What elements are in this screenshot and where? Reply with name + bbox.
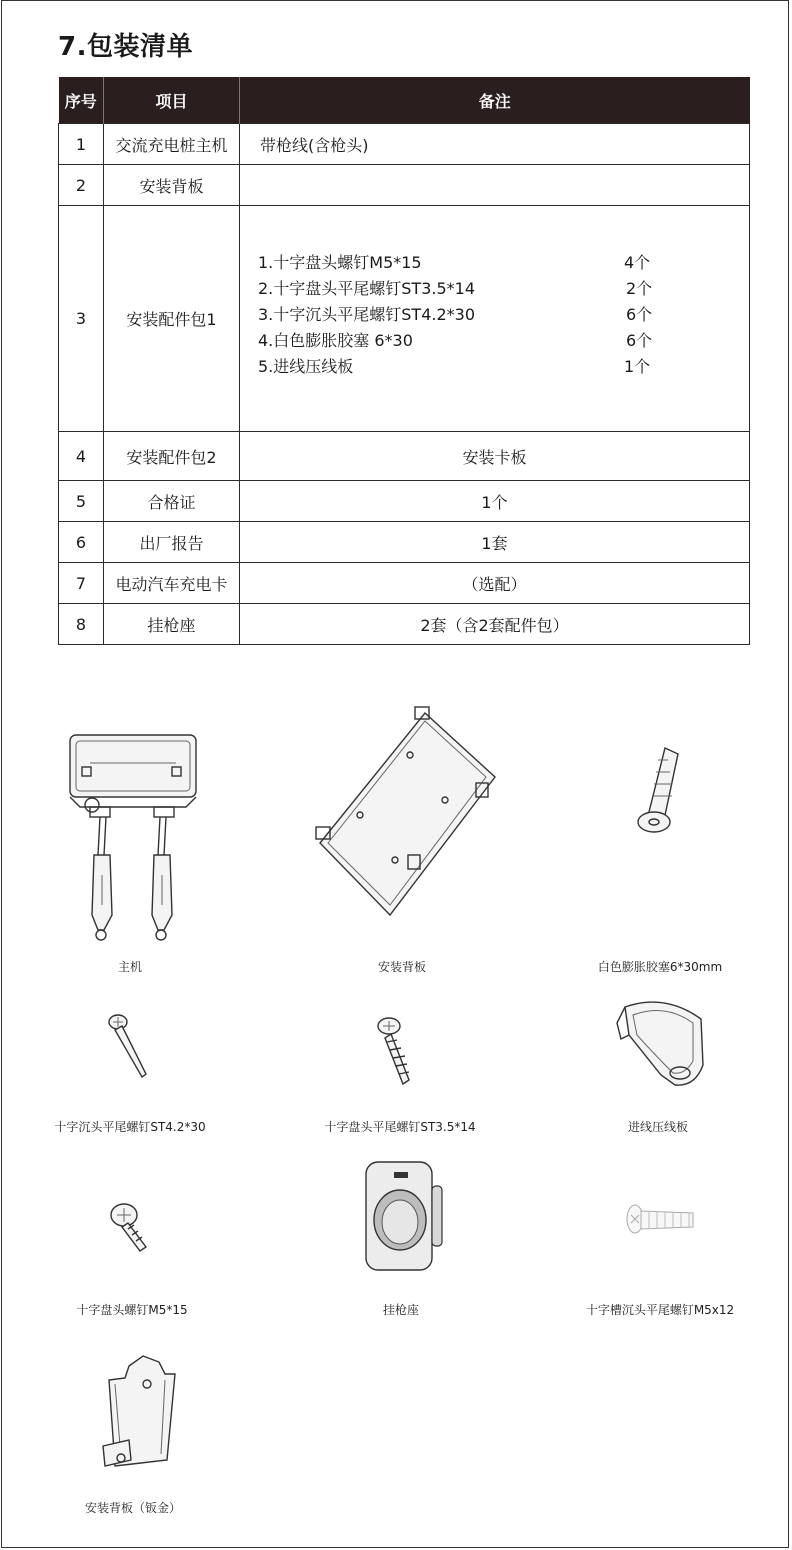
- screw-m5x12-illustration: [615, 1195, 705, 1245]
- kit-item: [258, 276, 749, 302]
- part-caption: 十字沉头平尾螺钉ST4.2*30: [54, 1120, 206, 1134]
- header-remark: 备注: [240, 77, 750, 124]
- part-caption: 挂枪座: [382, 1303, 420, 1317]
- part-caption: 白色膨胀胶塞6*30mm: [597, 960, 723, 974]
- cell-no: 7: [59, 563, 104, 604]
- kit-item-name: 4.白色膨胀胶塞 6*30: [258, 330, 413, 350]
- cell-remark: [240, 165, 750, 206]
- part-caption: 十字槽沉头平尾螺钉M5x12: [585, 1303, 735, 1317]
- kit-item-qty: 6个: [626, 304, 653, 324]
- section-title: 7.包装清单: [58, 32, 193, 62]
- kit-item-qty: 2个: [626, 278, 653, 298]
- kit-item-qty: 6个: [626, 330, 653, 350]
- cell-no: 3: [59, 206, 104, 432]
- kit-item-name: 1.十字盘头螺钉M5*15: [258, 252, 422, 272]
- backplate-illustration: [300, 705, 505, 930]
- table-row: [59, 481, 750, 522]
- cell-remark: 2套（含2套配件包）: [240, 604, 750, 645]
- part-caption: 十字盘头平尾螺钉ST3.5*14: [324, 1120, 476, 1134]
- part-caption: 十字盘头螺钉M5*15: [76, 1303, 188, 1317]
- cell-remark: （选配）: [240, 563, 750, 604]
- kit-item: [258, 328, 749, 354]
- cell-item: 安装配件包1: [104, 206, 240, 432]
- part-caption: 进线压线板: [627, 1120, 689, 1134]
- cell-remark: 安装卡板: [240, 432, 750, 481]
- kit-list: [240, 250, 749, 380]
- cell-remark: 带枪线(含枪头): [240, 124, 750, 165]
- packing-list-table: [58, 77, 750, 645]
- table-row: [59, 604, 750, 645]
- kit-item-name: 2.十字盘头平尾螺钉ST3.5*14: [258, 278, 476, 298]
- cell-remark-kit: [240, 206, 750, 432]
- cell-item: 交流充电桩主机: [104, 124, 240, 165]
- cell-item: 电动汽车充电卡: [104, 563, 240, 604]
- header-item: 项目: [104, 77, 240, 124]
- table-row: [59, 165, 750, 206]
- screw-st35-illustration: [365, 1012, 435, 1092]
- kit-item-name: 3.十字沉头平尾螺钉ST4.2*30: [258, 304, 476, 324]
- cell-item: 挂枪座: [104, 604, 240, 645]
- screw-st42-illustration: [100, 1008, 160, 1083]
- kit-item-name: 5.进线压线板: [258, 356, 354, 376]
- kit-item: [258, 250, 749, 276]
- cell-remark: 1套: [240, 522, 750, 563]
- sheet-plate-illustration: [85, 1350, 195, 1475]
- cell-no: 2: [59, 165, 104, 206]
- cell-remark: 1个: [240, 481, 750, 522]
- table-row: [59, 206, 750, 432]
- kit-item-qty: 4个: [624, 252, 651, 272]
- kit-item: [258, 302, 749, 328]
- holder-illustration: [360, 1158, 450, 1276]
- part-caption: 安装背板: [377, 960, 427, 974]
- kit-item: [258, 354, 749, 380]
- cell-no: 6: [59, 522, 104, 563]
- part-caption: 主机: [117, 960, 143, 974]
- cell-no: 5: [59, 481, 104, 522]
- table-row: [59, 432, 750, 481]
- table-row: [59, 563, 750, 604]
- table-header-row: [59, 77, 750, 124]
- cell-no: 1: [59, 124, 104, 165]
- part-caption: 安装背板（钣金）: [84, 1501, 182, 1515]
- cell-item: 安装背板: [104, 165, 240, 206]
- cell-item: 合格证: [104, 481, 240, 522]
- cell-no: 8: [59, 604, 104, 645]
- header-no: 序号: [59, 77, 104, 124]
- screw-m5-illustration: [100, 1195, 160, 1260]
- cell-item: 出厂报告: [104, 522, 240, 563]
- table-row: [59, 124, 750, 165]
- cell-no: 4: [59, 432, 104, 481]
- anchor-illustration: [620, 740, 700, 840]
- clamp-illustration: [605, 995, 715, 1095]
- cell-item: 安装配件包2: [104, 432, 240, 481]
- host-illustration: [60, 725, 210, 950]
- table-row: [59, 522, 750, 563]
- kit-item-qty: 1个: [624, 356, 651, 376]
